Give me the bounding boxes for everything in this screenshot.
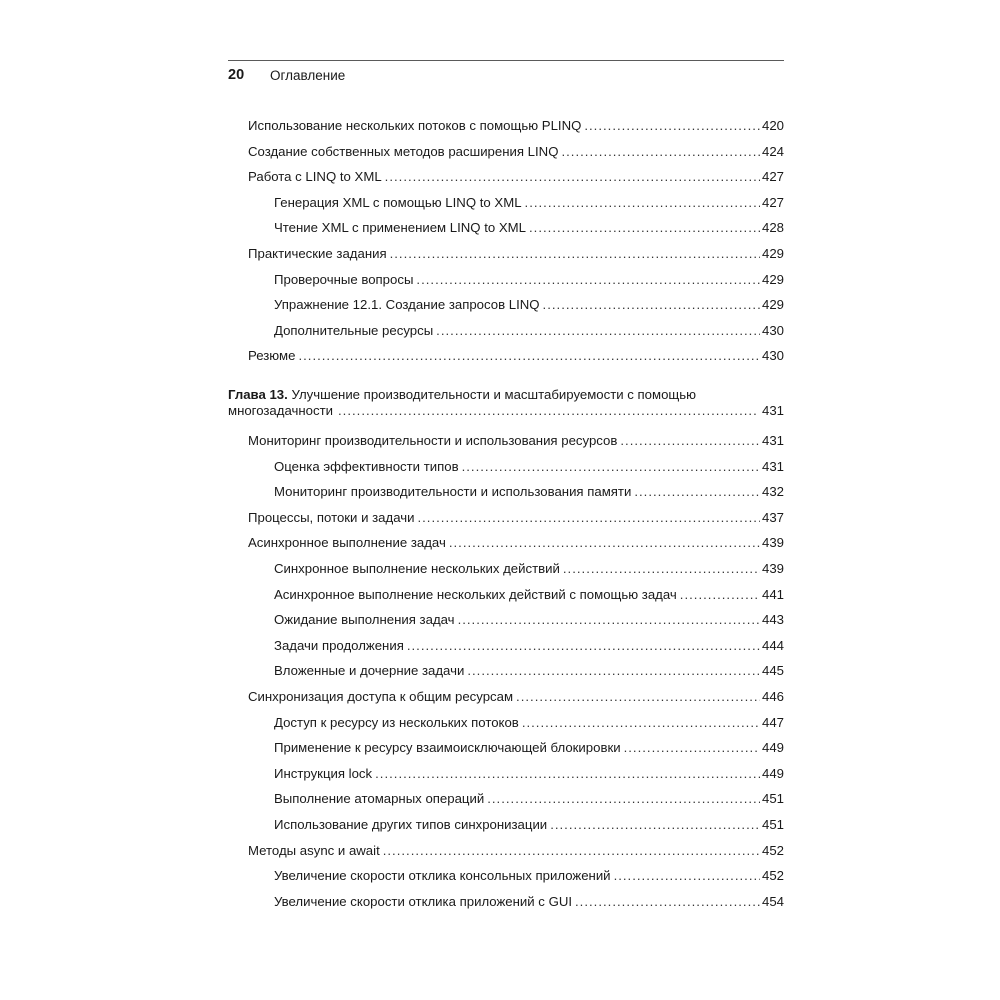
- toc-entry-page: 446: [761, 689, 784, 704]
- dot-leader: [529, 220, 760, 236]
- toc-entry-title: Работа с LINQ to XML: [248, 169, 382, 185]
- chapter-title-line1: [228, 387, 784, 403]
- dot-leader: [543, 297, 760, 313]
- toc-entry: [248, 510, 784, 526]
- toc-entry-title: Оценка эффективности типов: [274, 458, 459, 474]
- dot-leader: [584, 118, 760, 134]
- toc-entry-page: 439: [761, 535, 784, 551]
- toc-entry-title: Мониторинг производительности и использования памяти: [274, 484, 632, 500]
- dot-leader: [614, 868, 760, 884]
- chapter-title-continued: многозадачности: [228, 403, 333, 418]
- chapter-title-line2: [228, 403, 784, 419]
- toc-entry-page: 427: [761, 169, 784, 185]
- dot-leader: [561, 144, 760, 160]
- toc-entry-title: Мониторинг производительности и использования ресурсов: [248, 433, 618, 448]
- toc-entry-title: Увеличение скорости отклика консольных приложений: [274, 868, 611, 884]
- toc-entry: [274, 484, 784, 500]
- dot-leader: [390, 246, 760, 262]
- running-title: Оглавление: [270, 68, 346, 83]
- toc-entry: [248, 843, 784, 859]
- toc-entry-page: 427: [761, 194, 784, 210]
- toc-entry: [274, 220, 784, 236]
- toc-entry: [274, 663, 784, 679]
- toc-entry-page: 451: [761, 817, 784, 832]
- toc-entry: [274, 638, 784, 654]
- dot-leader: [375, 766, 760, 782]
- toc-entry-page: 429: [761, 271, 784, 287]
- dot-leader: [436, 323, 760, 339]
- toc-entry-page: 441: [761, 586, 784, 602]
- toc-entry-title: Резюме: [248, 348, 296, 364]
- toc-entry-page: 429: [761, 246, 784, 261]
- toc-entry-page: 449: [761, 765, 784, 781]
- toc-entry-title: Проверочные вопросы: [274, 271, 414, 287]
- toc-entry-title: Синхронное выполнение нескольких действий: [274, 561, 560, 576]
- toc-entry-title: Дополнительные ресурсы: [274, 322, 434, 338]
- toc-entry-title: Упражнение 12.1. Создание запросов LINQ: [274, 297, 540, 313]
- dot-leader: [385, 169, 760, 185]
- toc-entry-title: Задачи продолжения: [274, 637, 404, 653]
- toc-entry-title: Чтение XML с применением LINQ to XML: [274, 220, 527, 236]
- toc-entry: [248, 348, 784, 364]
- toc-entry-page: 430: [761, 348, 784, 364]
- toc-entry: [274, 587, 784, 603]
- dot-leader: [563, 561, 760, 577]
- dot-leader: [416, 272, 760, 288]
- dot-leader: [550, 817, 760, 833]
- chapter-title: Улучшение производительности и масштабируемости с помощью: [291, 387, 697, 402]
- toc-entry: [274, 791, 784, 807]
- toc-entry: [248, 144, 784, 160]
- toc-entry-title: Асинхронное выполнение нескольких действий с помощью задач: [274, 586, 677, 602]
- toc-entry-page: 443: [761, 612, 784, 628]
- toc-entry: [274, 817, 784, 833]
- toc-entry: [274, 297, 784, 313]
- toc-entry-title: Процессы, потоки и задачи: [248, 509, 415, 525]
- toc-entry: [248, 246, 784, 262]
- dot-leader: [458, 612, 760, 628]
- dot-leader: [680, 587, 760, 603]
- toc-entry: [274, 740, 784, 756]
- toc-entry: [274, 561, 784, 577]
- toc-entry-page: 424: [761, 143, 784, 159]
- dot-leader: [383, 843, 760, 859]
- toc-entry: [274, 868, 784, 884]
- toc-entry: [274, 195, 784, 211]
- toc-entry-title: Увеличение скорости отклика приложений с GUI: [274, 893, 573, 909]
- toc-entry-title: Использование нескольких потоков с помощью PLINQ: [248, 118, 582, 133]
- toc-entry-page: 431: [761, 433, 784, 448]
- chapter-heading: [228, 387, 784, 419]
- toc-entry: [248, 169, 784, 185]
- dot-leader: [522, 715, 760, 731]
- toc-entry-page: 452: [761, 868, 784, 884]
- toc-entry-title: Использование других типов синхронизации: [274, 817, 548, 832]
- toc-entry-title: Практические задания: [248, 246, 387, 261]
- toc-entry-page: 420: [761, 118, 784, 133]
- toc-entry-title: Создание собственных методов расширения LINQ: [248, 143, 559, 159]
- toc-entry-page: 452: [761, 842, 784, 858]
- chapter-label: Глава 13.: [228, 387, 288, 402]
- toc-entry-page: 444: [761, 637, 784, 653]
- toc-entry: [274, 272, 784, 288]
- toc-entry-page: 429: [761, 297, 784, 313]
- dot-leader: [467, 663, 760, 679]
- page-number: 20: [228, 67, 245, 83]
- toc-entry-title: Вложенные и дочерние задачи: [274, 663, 465, 679]
- dot-leader: [417, 510, 760, 526]
- toc-entry-page: 431: [761, 458, 784, 474]
- dot-leader: [516, 689, 760, 705]
- toc-entry-title: Генерация XML с помощью LINQ to XML: [274, 194, 522, 210]
- toc-entry-title: Ожидание выполнения задач: [274, 612, 455, 628]
- toc-entry: [248, 689, 784, 705]
- dot-leader: [449, 535, 760, 551]
- toc-entry-page: 454: [761, 893, 784, 909]
- toc-entry: [274, 323, 784, 339]
- dot-leader: [407, 638, 760, 654]
- toc-entry: [248, 535, 784, 551]
- toc-entry: [274, 715, 784, 731]
- toc-entry-title: Методы async и await: [248, 842, 380, 858]
- dot-leader: [634, 484, 760, 500]
- dot-leader: [620, 433, 760, 449]
- dot-leader: [298, 348, 760, 364]
- toc-entry-page: 428: [761, 220, 784, 236]
- toc-entry-page: 449: [761, 740, 784, 756]
- toc-entry-title: Инструкция lock: [274, 765, 373, 781]
- toc-entry: [248, 433, 784, 449]
- toc-entry-page: 451: [761, 791, 784, 807]
- toc-entry-title: Синхронизация доступа к общим ресурсам: [248, 689, 514, 704]
- toc-entry-page: 445: [761, 663, 784, 679]
- chapter-page: 431: [761, 403, 784, 418]
- dot-leader: [338, 403, 756, 419]
- dot-leader: [462, 459, 760, 475]
- dot-leader: [575, 894, 760, 910]
- toc-entry-title: Доступ к ресурсу из нескольких потоков: [274, 714, 519, 730]
- dot-leader: [487, 791, 760, 807]
- toc-entry: [248, 118, 784, 134]
- dot-leader: [525, 195, 760, 211]
- toc-entry-page: 439: [761, 561, 784, 576]
- toc-entry: [274, 612, 784, 628]
- toc-entry-page: 447: [761, 714, 784, 730]
- toc-entry-page: 432: [761, 484, 784, 500]
- toc-entry-title: Выполнение атомарных операций: [274, 791, 485, 807]
- toc-entry-page: 430: [761, 322, 784, 338]
- toc-entry: [274, 459, 784, 475]
- toc-entry-page: 437: [761, 509, 784, 525]
- dot-leader: [624, 740, 760, 756]
- toc-entry: [274, 766, 784, 782]
- toc-entry-title: Применение к ресурсу взаимоисключающей блокировки: [274, 740, 621, 756]
- toc-entry: [274, 894, 784, 910]
- toc-entry-title: Асинхронное выполнение задач: [248, 535, 446, 551]
